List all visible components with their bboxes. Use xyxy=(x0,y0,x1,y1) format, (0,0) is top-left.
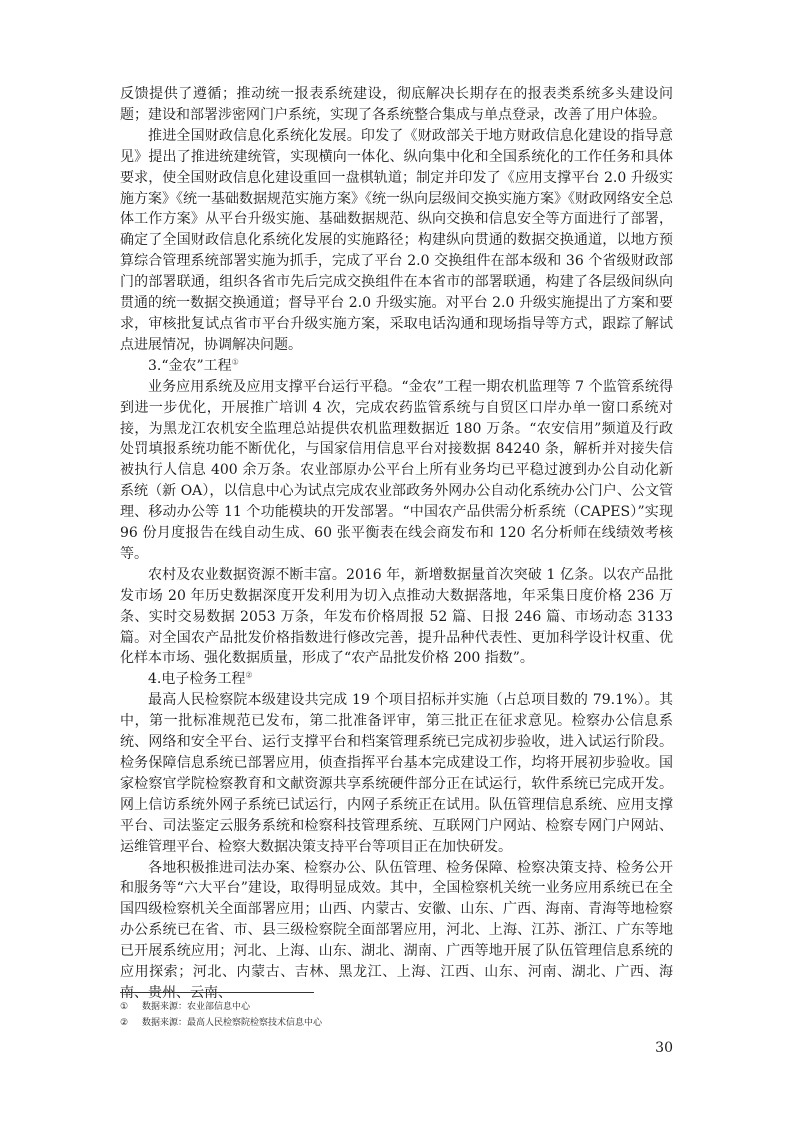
footnote-2-mark: ② xyxy=(120,1018,129,1028)
section-heading-3-text: 3.“金农”工程 xyxy=(148,357,232,374)
paragraph-4: 农村及农业数据资源不断丰富。2016 年，新增数据量首次突破 1 亿条。以农产品批发市场 20 年历史数据深度开发利用为切入点推动大数据落地，年采集日度价格 236 万条、实时交易数据 2053 万条，年发布价格周报 52 篇、日报 246 篇、市场动态 3133 篇。对全国农产品批发价格指数进行修改完善，提升品种代表性、更加科学设计权重、优化样本市场、强化数据质量，形成了“农产品批发价格 200 指数”。 xyxy=(120,566,673,667)
section-heading-4-text: 4.电子检务工程 xyxy=(148,671,246,688)
page-number: 30 xyxy=(655,1040,673,1056)
footnote-1-mark: ① xyxy=(120,1002,129,1012)
paragraph-6: 各地积极推进司法办案、检察办公、队伍管理、检务保障、检察决策支持、检务公开和服务等“六大平台”建设，取得明显成效。其中，全国检察机关统一业务应用系统已在全国四级检察机关全面部署应用；山西、内蒙古、安徽、山东、广西、海南、青海等地检察办公系统已在省、市、县三级检察院全面部署应用，河北、上海、江苏、浙江、广东等地已开展系统应用；河北、上海、山东、湖北、湖南、广西等地开展了队伍管理信息系统的应用探索；河北、内蒙古、吉林、黑龙江、上海、江西、山东、河南、湖北、广西、海南、贵州、云南、 xyxy=(120,859,673,1001)
section-heading-4 xyxy=(120,669,673,690)
footnote-1 xyxy=(120,999,673,1015)
footnote-2 xyxy=(120,1015,673,1031)
section-heading-3 xyxy=(120,356,673,377)
footnotes xyxy=(120,999,673,1031)
paragraph-3: 业务应用系统及应用支撑平台运行平稳。“金农”工程一期农机监理等 7 个监管系统得到进一步优化，开展推广培训 4 次，完成农药监管系统与自贸区口岸办单一窗口系统对接，为黑龙江农机安全监理总站提供农机监理数据近 180 万条。“农安信用”频道及行政处罚填报系统功能不断优化，与国家信用信息平台对接数据 84240 条，解析并对接失信被执行人信息 400 余万条。农业部原办公平台上所有业务均已平稳过渡到办公自动化新系统（新 OA），以信息中心为试点完成农业部政务外网办公自动化系统办公门户、公文管理、移动办公等 11 个功能模块的开发部署。“中国农产品供需分析系统（CAPES）”实现 96 份月度报告在线自动生成、60 张平衡表在线会商发布和 120 名分析师在线绩效考核等。 xyxy=(120,378,673,562)
paragraph-1: 反馈提供了遵循；推动统一报表系统建设，彻底解决长期存在的报表类系统多头建设问题；建设和部署涉密网门户系统，实现了各系统整合集成与单点登录，改善了用户体验。 xyxy=(120,86,673,123)
footnote-ref-2: ② xyxy=(245,670,253,680)
footnote-divider xyxy=(120,992,314,993)
document-body xyxy=(120,84,673,1004)
footnote-2-text: 数据来源：最高人民检察院检察技术信息中心 xyxy=(142,1018,323,1028)
footnote-1-text: 数据来源：农业部信息中心 xyxy=(142,1002,251,1012)
paragraph-5: 最高人民检察院本级建设共完成 19 个项目招标并实施（占总项目数的 79.1%）。其中，第一批标准规范已发布，第二批准备评审，第三批正在征求意见。检察办公信息系统、网络和安全平台、运行支撑平台和档案管理系统已完成初步验收，进入试运行阶段。检务保障信息系统已部署应用，侦查指挥平台基本完成建设工作，均将开展初步验收。国家检察官学院检察教育和文献资源共享系统硬件部分正在试运行，软件系统已完成开发。网上信访系统外网子系统已试运行，内网子系统正在试用。队伍管理信息系统、应用支撑平台、司法鉴定云服务系统和检察科技管理系统、互联网门户网站、检察专网门户网站、运维管理平台、检察大数据决策支持平台等项目正在加快研发。 xyxy=(120,692,673,855)
footnote-ref-1: ① xyxy=(231,357,239,367)
paragraph-2: 推进全国财政信息化系统化发展。印发了《财政部关于地方财政信息化建设的指导意见》提出了推进统建统管，实现横向一体化、纵向集中化和全国系统化的工作任务和具体要求，使全国财政信息化建设重回一盘棋轨道；制定并印发了《应用支撑平台 2.0 升级实施方案》《统一基础数据规范实施方案》《统一纵向层级间交换实施方案》《财政网络安全总体工作方案》从平台升级实施、基础数据规范、纵向交换和信息安全等方面进行了部署，确定了全国财政信息化系统化发展的实施路径；构建纵向贯通的数据交换通道，以地方预算综合管理系统部署实施为抓手，完成了平台 2.0 交换组件在部本级和 36 个省级财政部门的部署联通，组织各省市先后完成交换组件在本省市的部署联通，构建了各层级间纵向贯通的统一数据交换通道；督导平台 2.0 升级实施。对平台 2.0 升级实施提出了方案和要求，审核批复试点省市平台升级实施方案，采取电话沟通和现场指导等方式，跟踪了解试点进展情况，协调解决问题。 xyxy=(120,127,673,353)
